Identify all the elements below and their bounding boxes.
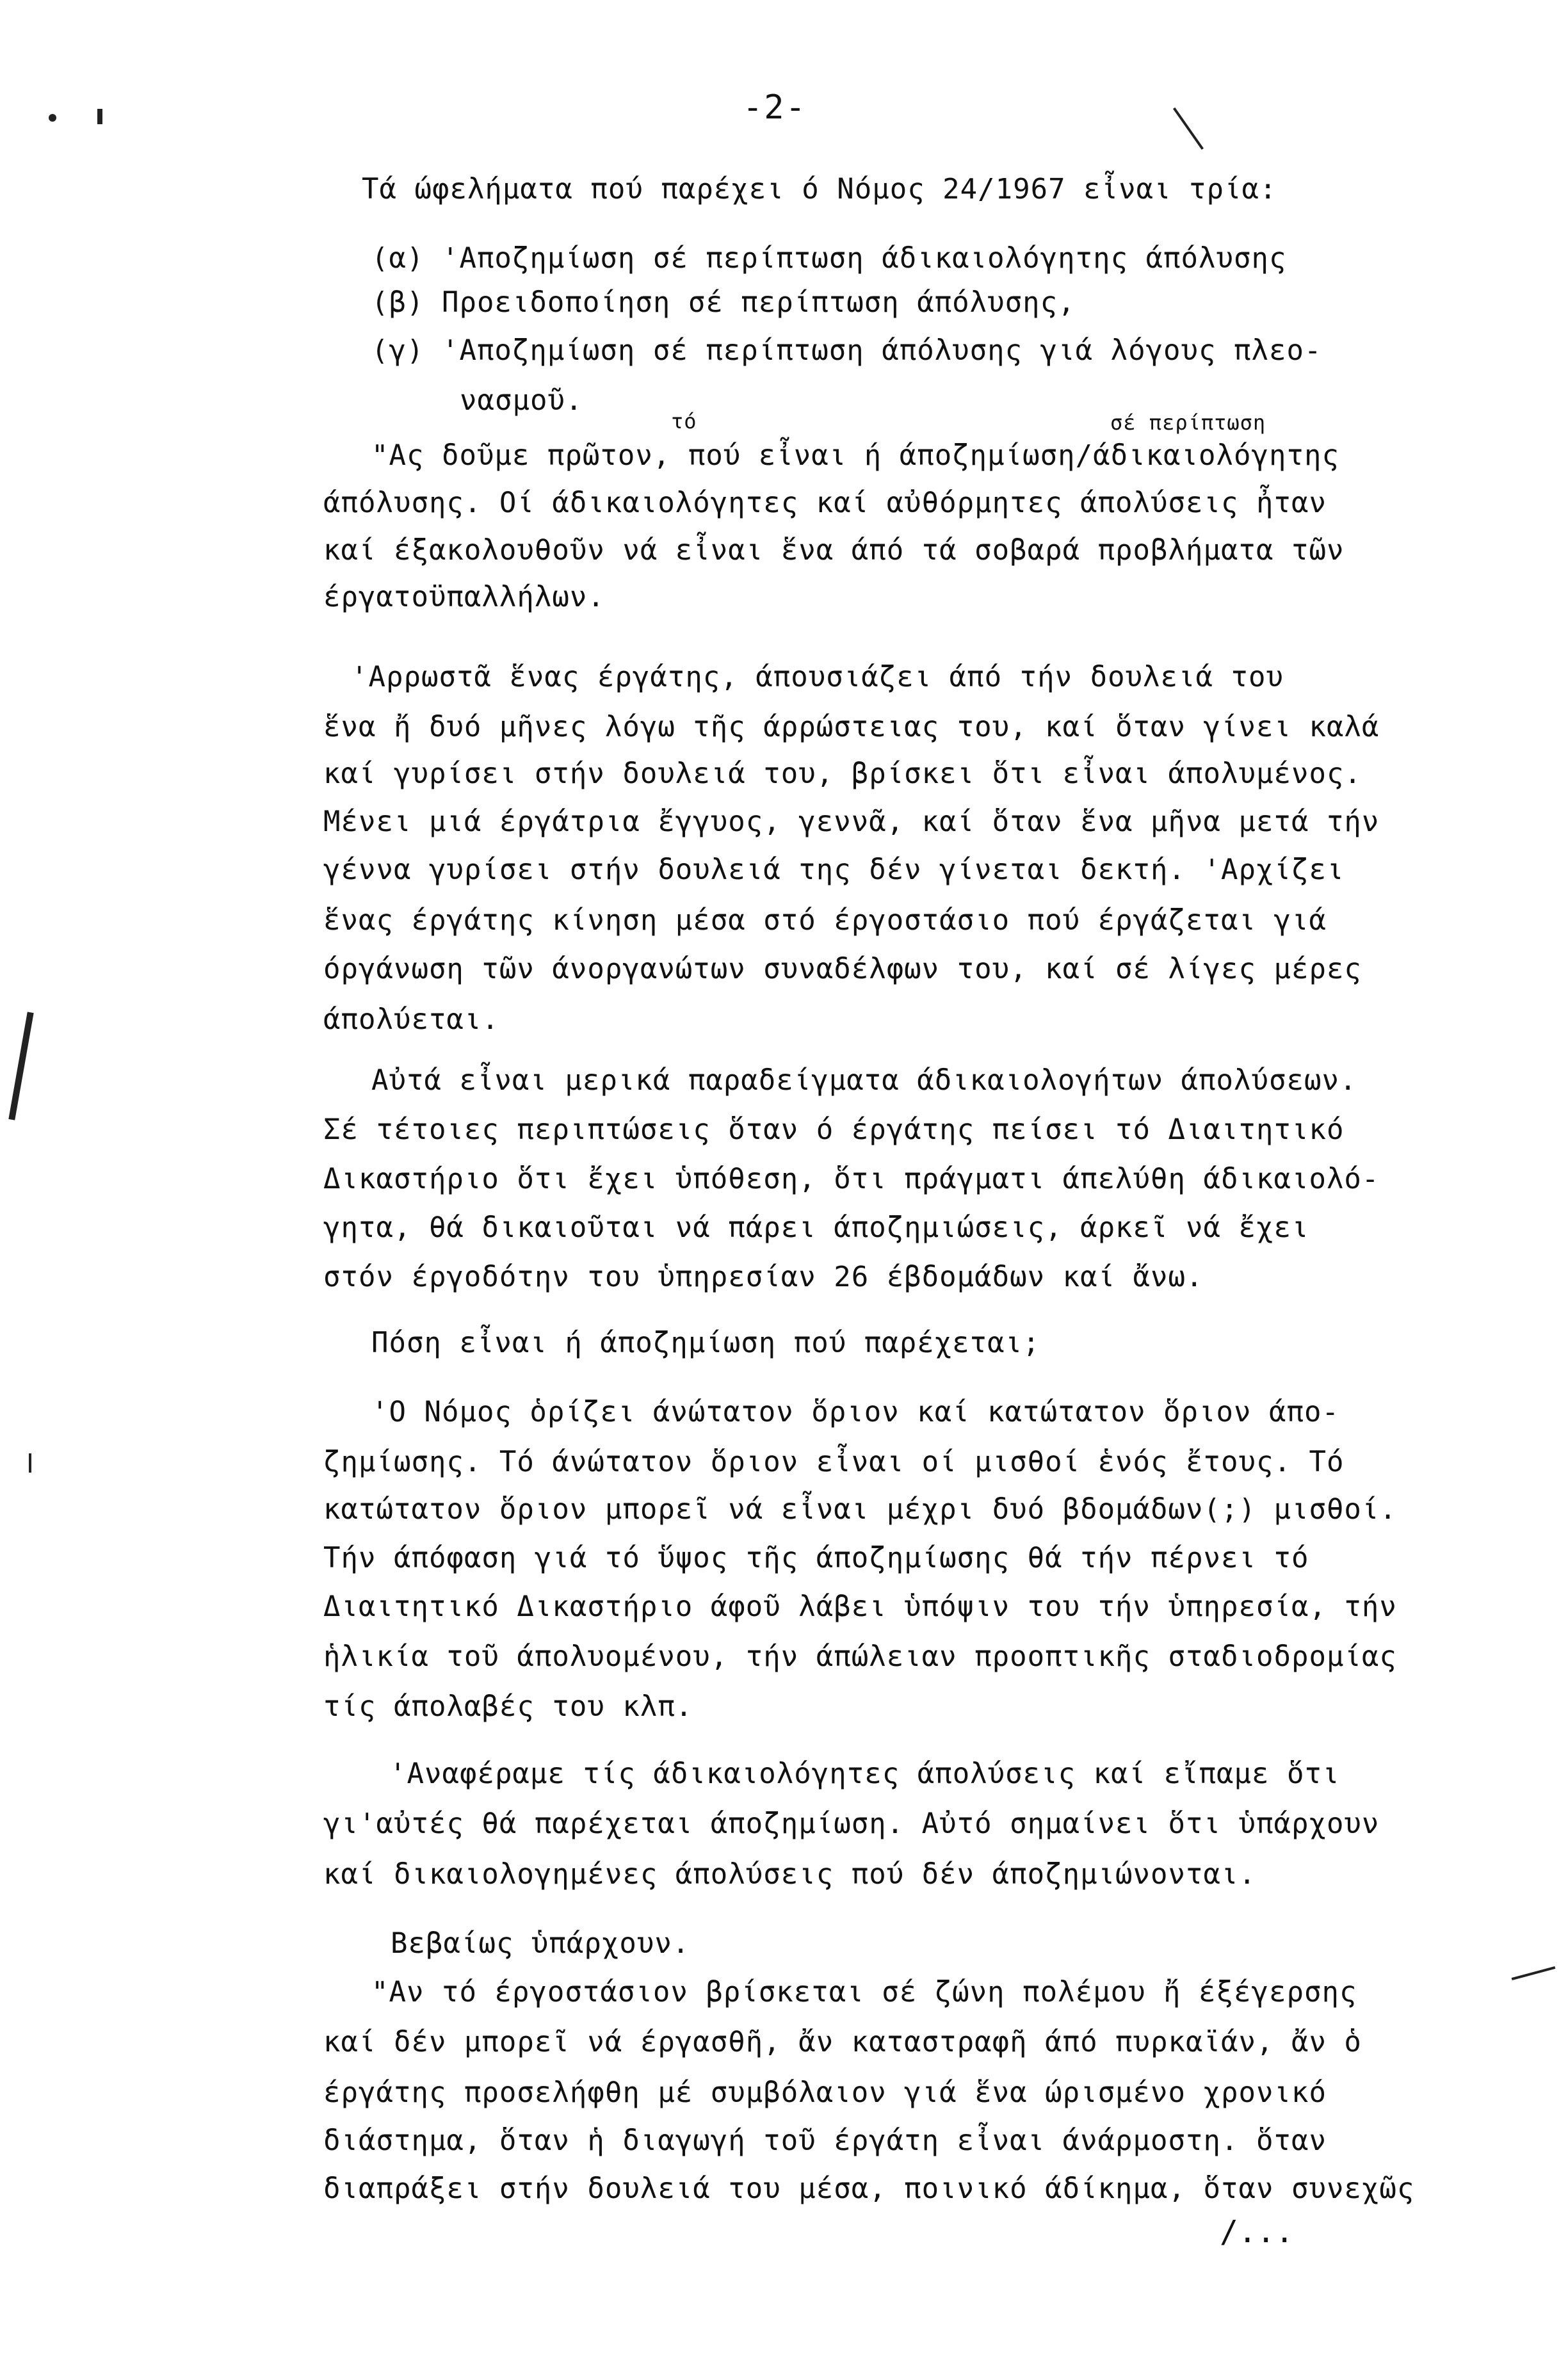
text-line-24: 'Ο Νόμος ὁρίζει άνώτατον ὅριον καί κατώτατον ὅριον άπο- [371,1396,1339,1428]
text-line-34: Βεβαίως ὑπάρχουν. [391,1927,690,1960]
text-line-33: καί δικαιολογημένες άπολύσεις πού δέν άποζημιώνονται. [323,1858,1256,1891]
text-line-7: άπόλυσης. Οί άδικαιολόγητες καί αὐθόρμητες άπολύσεις ἦταν [323,487,1327,519]
continuation-mark: /... [1220,2214,1294,2250]
text-line-13: Μένει μιά έργάτρια ἔγγυος, γεννᾶ, καί ὅταν ἕνα μῆνα μετά τήν [323,805,1380,838]
text-line-11: ἕνα ἤ δυό μῆνες λόγω τῆς άρρώστειας του, καί ὅταν γίνει καλά [323,711,1380,743]
text-line-4: (γ) 'Αποζημίωση σέ περίπτωση άπόλυσης γιά λόγους πλεο- [371,334,1322,367]
text-line-17: άπολύεται. [323,1003,499,1036]
text-line-15: ἕνας έργάτης κίνηση μέσα στό έργοστάσιο πού έργάζεται γιά [323,904,1327,937]
text-line-29: ἡλικία τοῦ άπολυομένου, τήν άπώλειαν προοπτικῆς σταδιοδρομίας [323,1640,1397,1673]
text-line-16: όργάνωση τῶν άνοργανώτων συναδέλφων του, καί σέ λίγες μέρες [323,953,1362,985]
text-line-22: στόν έργοδότην του ὑπηρεσίαν 26 έβδομάδων καί ἄνω. [323,1261,1204,1293]
text-line-28: Διαιτητικό Δικαστήριο άφοῦ λάβει ὑπόψιν του τήν ὑπηρεσία, τήν [323,1590,1397,1623]
margin-stroke [8,1012,33,1120]
right-margin-stroke [1512,1966,1556,1980]
text-line-25: ζημίωσης. Τό άνώτατον ὅριον εἶναι οί μισθοί ἑνός ἔτους. Τό [323,1446,1345,1478]
page-number: -2- [743,88,807,127]
text-line-6: "Ας δοῦμε πρῶτον, πού εἶναι ή άποζημίωση/άδικαιολόγητης [371,439,1339,472]
handwritten-insert-se-periptosi: σέ περίπτωση [1110,410,1266,435]
handwritten-insert-to: τό [671,409,697,433]
text-line-35: "Αν τό έργοστάσιον βρίσκεται σέ ζώνη πολέμου ἤ έξέγερσης [371,1976,1357,2008]
margin-tick [29,1453,31,1473]
text-line-32: γι'αὐτές θά παρέχεται άποζημίωση. Αὐτό σημαίνει ὅτι ὑπάρχουν [323,1807,1380,1840]
text-line-5: νασμοῦ. [460,384,583,417]
text-line-14: γέννα γυρίσει στήν δουλειά της δέν γίνεται δεκτή. 'Αρχίζει [323,853,1345,886]
text-line-23: Πόση εἶναι ή άποζημίωση πού παρέχεται; [371,1327,1040,1359]
text-line-20: Δικαστήριο ὅτι ἔχει ὑπόθεση, ὅτι πράγματι άπελύθη άδικαιολό- [323,1163,1380,1195]
text-line-30: τίς άπολαβές του κλπ. [323,1690,693,1723]
text-line-18: Αὐτά εἶναι μερικά παραδείγματα άδικαιολογήτων άπολύσεων. [371,1064,1357,1097]
text-line-21: γητα, θά δικαιοῦται νά πάρει άποζημιώσεις, άρκεῖ νά ἔχει [323,1211,1309,1244]
ink-dot [49,114,56,122]
text-line-8: καί έξακολουθοῦν νά εἶναι ἕνα άπό τά σοβαρά προβλήματα τῶν [323,534,1345,567]
text-line-1: Τά ώφελήματα πού παρέχει ό Νόμος 24/1967 εἶναι τρία: [362,173,1277,206]
scan-stroke [1173,108,1204,150]
text-line-31: 'Αναφέραμε τίς άδικαιολόγητες άπολύσεις καί εἴπαμε ὅτι [389,1758,1340,1790]
text-line-12: καί γυρίσει στήν δουλειά του, βρίσκει ὅτι εἶναι άπολυμένος. [323,757,1362,790]
text-line-2: (α) 'Αποζημίωση σέ περίπτωση άδικαιολόγητης άπόλυσης [371,242,1287,275]
text-line-37: έργάτης προσελήφθη μέ συμβόλαιον γιά ἕνα ώρισμένο χρονικό [323,2076,1327,2109]
text-line-19: Σέ τέτοιες περιπτώσεις ὅταν ό έργάτης πείσει τό Διαιτητικό [323,1113,1345,1146]
ink-mark [97,109,102,124]
text-line-10: 'Αρρωστᾶ ἕνας έργάτης, άπουσιάζει άπό τήν δουλειά του [351,661,1284,693]
text-line-3: (β) Προειδοποίηση σέ περίπτωση άπόλυσης, [371,286,1076,319]
text-line-27: Τήν άπόφαση γιά τό ὕψος τῆς άποζημίωσης θά τήν πέρνει τό [323,1542,1309,1574]
text-line-9: έργατοϋπαλλήλων. [323,581,605,613]
text-line-38: διάστημα, ὅταν ἡ διαγωγή τοῦ έργάτη εἶναι άνάρμοστη. ὅταν [323,2124,1327,2157]
text-line-36: καί δέν μπορεῖ νά έργασθῆ, ἄν καταστραφῆ άπό πυρκαϊάν, ἄν ὁ [323,2026,1362,2058]
text-line-26: κατώτατον ὅριον μπορεῖ νά εἶναι μέχρι δυό βδομάδων(;) μισθοί. [323,1493,1397,1526]
text-line-39: διαπράξει στήν δουλειά του μέσα, ποινικό άδίκημα, ὅταν συνεχῶς [323,2172,1415,2205]
